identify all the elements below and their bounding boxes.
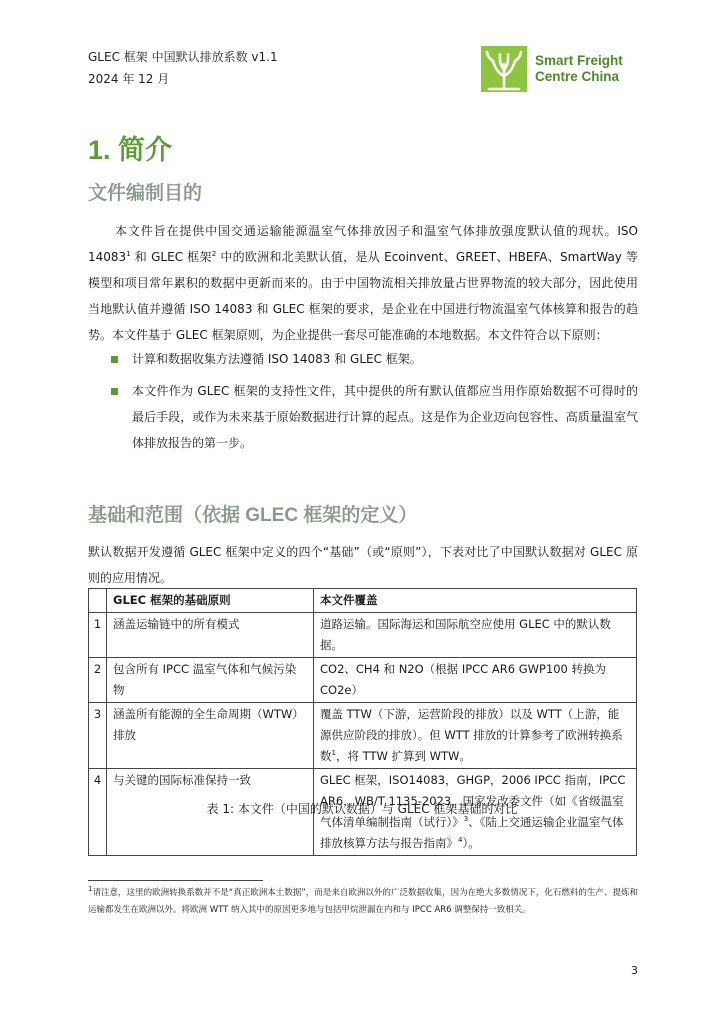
footnote	[88, 885, 638, 919]
table-row: 1 涵盖运输链中的所有模式 道路运输。国际海运和国际航空应使用 GLEC 中的默认数据。	[89, 613, 637, 658]
footnote-ref: 4	[458, 836, 463, 845]
doc-date: 2024 年 12 月	[88, 72, 170, 86]
intro-text-b: 和 GLEC 框架	[130, 250, 212, 264]
footnote-text: 请注意，这里的欧洲转换系数并不是“真正欧洲本土数据”，而是来自欧洲以外的广泛数据收集，因为在绝大多数情况下，化石燃料的生产、提炼和运输都发生在欧洲以外。将欧洲 WTT 纳入其中的原因更多地与包括甲烷泄漏在内和与 IPCC AR6 调整保持一致相关。	[88, 888, 638, 915]
logo-text	[535, 53, 623, 85]
column-header-principle: GLEC 框架的基础原则	[107, 589, 314, 613]
intro-text-a: 本文件旨在提供中国交通运输能源温室气体排放因子和温室气体排放强度默认值的现状。ISO 14083	[88, 224, 638, 264]
doc-title: GLEC 框架 中国默认排放系数 v1.1	[88, 50, 278, 64]
list-item: 本文件作为 GLEC 框架的支持性文件，其中提供的所有默认值都应当用作原始数据不可得时的最后手段，或作为未来基于原始数据进行计算的起点。这是作为企业迈向包容性、高质量温室气体排放报告的第一步。	[108, 378, 638, 456]
page-number: 3	[631, 964, 638, 977]
table-row: 4 与关键的国际标准保持一致 GLEC 框架，ISO14083，GHGP，2006 IPCC 指南，IPCC AR6，WB/T 1135-2023，国家发改委文件（如《省级温室气体清单编制指南（试行）》$^3$、《陆上交通运输企业温室气体排放核算方法与报告指南》$^4$）。	[89, 769, 637, 856]
intro-text-c: 中的欧洲和北美默认值，是从 Ecoinvent、GREET、HBEFA、SmartWay 等模型和项目常年累积的数据中更新而来的。由于中国物流相关排放量占世界物流的较大部分，因此使用当地默认值并遵循 ISO 14083 和 GLEC 框架的要求，是企业在中国进行物流温室气体核算和报告的趋势。本文件基于 GLEC 框架原则，为企业提供一套尽可能准确的本地数据。本文件符合以下原则：	[88, 250, 638, 342]
list-item: 计算和数据收集方法遵循 ISO 14083 和 GLEC 框架。	[108, 346, 638, 372]
tree-logo-icon	[481, 46, 527, 92]
footnote-divider	[88, 880, 263, 881]
scope-paragraph: 默认数据开发遵循 GLEC 框架中定义的四个“基础”（或“原则”），下表对比了中国默认数据对 GLEC 原则的应用情况。	[88, 545, 638, 585]
footnote-mark: 1	[88, 885, 93, 894]
column-header-coverage: 本文件覆盖	[314, 589, 637, 613]
smart-freight-logo	[481, 46, 641, 92]
intro-paragraph	[88, 218, 638, 348]
square-bullet-icon	[111, 356, 118, 363]
table-row: 3 涵盖所有能源的全生命周期（WTW）排放 覆盖 TTW（下游，运营阶段的排放）以及 WTT（上游，能源供应阶段的排放）。但 WTT 排放的计算参考了欧洲转换系数$^1$，将 TTW 扩算到 WTW。	[89, 703, 637, 769]
subheading-purpose: 文件编制目的	[88, 183, 203, 204]
principles-list	[108, 346, 638, 462]
footnote-ref: 1	[331, 749, 336, 758]
table-row: 2 包含所有 IPCC 温室气体和气候污染物 CO2、CH4 和 N2O（根据 IPCC AR6 GWP100 转换为 CO2e）	[89, 658, 637, 703]
square-bullet-icon	[111, 388, 118, 395]
table-caption: 表 1: 本文件（中国的默认数据）与 GLEC 框架基础的对比	[206, 802, 518, 816]
section-title: 1. 简介	[88, 135, 173, 165]
footnote-ref: 1	[126, 250, 131, 258]
subheading-scope: 基础和范围（依据 GLEC 框架的定义）	[88, 505, 418, 526]
footnote-ref: 3	[463, 815, 469, 824]
table-header-row	[89, 589, 637, 613]
logo-line-2: Centre China	[535, 69, 620, 84]
logo-line-1: Smart Freight	[535, 53, 623, 68]
footnote-ref: 2	[211, 250, 217, 258]
document-header	[88, 46, 278, 90]
